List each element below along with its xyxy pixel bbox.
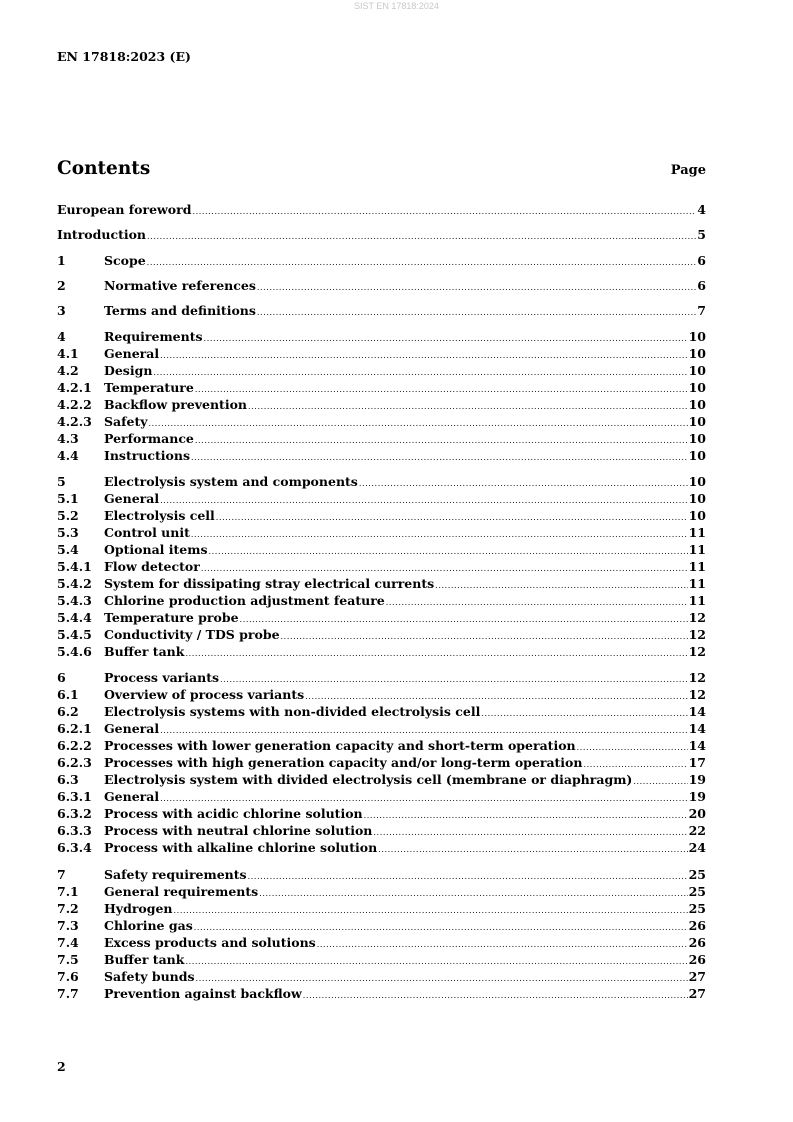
toc-entry-page: 5 <box>697 227 706 242</box>
toc-entry[interactable] <box>57 541 706 558</box>
toc-entry-title: Processes with high generation capacity and/or long-term operation <box>104 755 583 770</box>
toc-entry[interactable] <box>57 643 706 660</box>
toc-entry-page: 14 <box>688 704 706 719</box>
toc-entry[interactable] <box>57 669 706 686</box>
toc-entry-page: 26 <box>688 952 706 967</box>
toc-entry[interactable] <box>57 302 706 319</box>
toc-entry-title: Overview of process variants <box>104 687 305 702</box>
toc-entry-page: 14 <box>688 721 706 736</box>
toc-entry-page: 11 <box>688 576 706 591</box>
toc-entry-page: 4 <box>697 202 706 217</box>
toc-entry-page: 26 <box>688 935 706 950</box>
toc-entry-number: 3 <box>57 303 66 318</box>
toc-entry-page: 10 <box>688 363 706 378</box>
toc-entry-page: 26 <box>688 918 706 933</box>
toc-entry[interactable] <box>57 507 706 524</box>
toc-entry[interactable] <box>57 822 706 839</box>
toc-entry-number: 5.2 <box>57 508 79 523</box>
toc-entry-title: Electrolysis system and components <box>104 474 358 489</box>
toc-entry[interactable] <box>57 737 706 754</box>
toc-entry-title: Control unit <box>104 525 190 540</box>
toc-entry-number: 6.3.4 <box>57 840 92 855</box>
toc-entry-title: General <box>104 789 160 804</box>
toc-entry[interactable] <box>57 413 706 430</box>
toc-entry[interactable] <box>57 473 706 490</box>
toc-entry-page: 11 <box>688 559 706 574</box>
toc-entry-title: Process variants <box>104 670 220 685</box>
toc-entry-number: 4.2.1 <box>57 380 92 395</box>
toc-entry-number: 6.3.1 <box>57 789 92 804</box>
toc-entry[interactable] <box>57 558 706 575</box>
dot-leader <box>147 228 696 245</box>
toc-entry-page: 10 <box>688 397 706 412</box>
toc-entry-page: 12 <box>688 627 706 642</box>
page-column-label: Page <box>670 163 706 178</box>
toc-entry-number: 5 <box>57 474 66 489</box>
toc-entry-title: Flow detector <box>104 559 200 574</box>
toc-entry-page: 10 <box>688 380 706 395</box>
toc-entry[interactable] <box>57 883 706 900</box>
toc-entry-title: Requirements <box>104 329 203 344</box>
dot-leader <box>257 279 696 296</box>
toc-entry-number: 6 <box>57 670 66 685</box>
toc-entry-number: 4 <box>57 329 66 344</box>
toc-entry[interactable] <box>57 866 706 883</box>
toc-entry[interactable] <box>57 771 706 788</box>
toc-entry-number: 5.3 <box>57 525 79 540</box>
dot-leader <box>192 203 696 220</box>
toc-entry-page: 25 <box>688 867 706 882</box>
toc-entry-title: Conductivity / TDS probe <box>104 627 280 642</box>
toc-entry-title: Temperature probe <box>104 610 239 625</box>
toc-entry-page: 12 <box>688 670 706 685</box>
toc-entry-number: 6.2 <box>57 704 79 719</box>
dot-leader <box>378 841 687 858</box>
toc-entry-number: 4.2.2 <box>57 397 92 412</box>
toc-entry-page: 10 <box>688 414 706 429</box>
toc-entry[interactable] <box>57 362 706 379</box>
toc-entry[interactable] <box>57 226 706 243</box>
toc-entry-page: 10 <box>688 508 706 523</box>
toc-entry-page: 10 <box>688 329 706 344</box>
toc-entry-page: 25 <box>688 884 706 899</box>
toc-entry-number: 5.1 <box>57 491 79 506</box>
toc-entry-number: 4.3 <box>57 431 79 446</box>
toc-entry-number: 4.2.3 <box>57 414 92 429</box>
toc-entry-number: 5.4.5 <box>57 627 92 642</box>
toc-entry-number: 4.4 <box>57 448 79 463</box>
contents-title: Contents <box>57 158 151 179</box>
dot-leader <box>303 987 688 1004</box>
toc-entry-title: General <box>104 491 160 506</box>
toc-entry[interactable] <box>57 609 706 626</box>
toc-entry-page: 10 <box>688 448 706 463</box>
toc-entry-title: Optional items <box>104 542 208 557</box>
toc-entry-title: Terms and definitions <box>104 303 256 318</box>
toc-entry-number: 7 <box>57 867 66 882</box>
document-id: EN 17818:2023 (E) <box>57 49 191 64</box>
toc-entry[interactable] <box>57 900 706 917</box>
toc-entry-page: 7 <box>697 303 706 318</box>
dot-leader <box>257 304 696 321</box>
toc-entry-title: Processes with lower generation capacity and short-term operation <box>104 738 576 753</box>
toc-entry[interactable] <box>57 839 706 856</box>
toc-entry-title: Hydrogen <box>104 901 173 916</box>
dot-leader <box>147 254 697 271</box>
toc-entry-page: 20 <box>688 806 706 821</box>
toc-entry-title: Performance <box>104 431 194 446</box>
toc-entry[interactable] <box>57 447 706 464</box>
toc-entry-number: 6.3 <box>57 772 79 787</box>
toc-entry[interactable] <box>57 592 706 609</box>
toc-entry-number: 7.7 <box>57 986 79 1001</box>
toc-entry-number: 6.3.2 <box>57 806 92 821</box>
toc-entry-title: Safety requirements <box>104 867 247 882</box>
toc-entry-title: Backflow prevention <box>104 397 248 412</box>
toc-entry-page: 17 <box>688 755 706 770</box>
toc-entry[interactable] <box>57 345 706 362</box>
toc-entry-page: 10 <box>688 431 706 446</box>
toc-entry-title: General <box>104 346 160 361</box>
toc-entry[interactable] <box>57 490 706 507</box>
toc-entry-title: Design <box>104 363 153 378</box>
toc-entry-number: 6.1 <box>57 687 79 702</box>
toc-entry-number: 5.4.1 <box>57 559 92 574</box>
toc-entry-page: 6 <box>697 278 706 293</box>
toc-entry[interactable] <box>57 252 706 269</box>
toc-entry[interactable] <box>57 379 706 396</box>
toc-entry-title: System for dissipating stray electrical currents <box>104 576 435 591</box>
toc-entry-title: Instructions <box>104 448 191 463</box>
toc-entry-title: European foreword <box>57 202 192 217</box>
toc-entry[interactable] <box>57 805 706 822</box>
toc-entry-number: 5.4.3 <box>57 593 92 608</box>
toc-entry-title: Safety bunds <box>104 969 195 984</box>
toc-entry[interactable] <box>57 968 706 985</box>
toc-entry-number: 7.3 <box>57 918 79 933</box>
toc-entry-page: 11 <box>688 542 706 557</box>
toc-entry[interactable] <box>57 686 706 703</box>
toc-entry-title: Introduction <box>57 227 147 242</box>
toc-entry[interactable] <box>57 951 706 968</box>
toc-entry-page: 11 <box>688 593 706 608</box>
dot-leader <box>185 645 687 662</box>
toc-entry[interactable] <box>57 917 706 934</box>
toc-entry-title: Electrolysis cell <box>104 508 215 523</box>
toc-entry-page: 14 <box>688 738 706 753</box>
toc-entry[interactable] <box>57 720 706 737</box>
toc-entry[interactable] <box>57 277 706 294</box>
toc-entry-page: 12 <box>688 644 706 659</box>
toc-entry-page: 12 <box>688 610 706 625</box>
toc-entry-number: 1 <box>57 253 66 268</box>
toc-entry-number: 5.4.6 <box>57 644 92 659</box>
toc-entry-title: Prevention against backflow <box>104 986 302 1001</box>
toc-entry-title: Process with alkaline chlorine solution <box>104 840 378 855</box>
toc-entry-title: Electrolysis system with divided electrolysis cell (membrane or diaphragm) <box>104 772 633 787</box>
toc-entry-number: 5.4 <box>57 542 79 557</box>
toc-entry-page: 10 <box>688 474 706 489</box>
toc-entry[interactable] <box>57 430 706 447</box>
toc-entry[interactable] <box>57 201 706 218</box>
toc-entry-number: 6.2.3 <box>57 755 92 770</box>
toc-entry-number: 5.4.2 <box>57 576 92 591</box>
toc-entry-page: 19 <box>688 789 706 804</box>
watermark: SIST EN 17818:2024 <box>354 1 439 11</box>
toc-entry-number: 7.5 <box>57 952 79 967</box>
toc-entry-number: 6.2.1 <box>57 721 92 736</box>
toc-entry-number: 4.1 <box>57 346 79 361</box>
toc-entry-number: 7.2 <box>57 901 79 916</box>
toc-entry[interactable] <box>57 396 706 413</box>
toc-entry-title: Temperature <box>104 380 194 395</box>
toc-entry-title: Buffer tank <box>104 644 185 659</box>
toc-entry-number: 7.4 <box>57 935 79 950</box>
toc-entry-number: 6.3.3 <box>57 823 92 838</box>
toc-entry[interactable] <box>57 328 706 345</box>
toc-entry-title: Chlorine gas <box>104 918 193 933</box>
toc-entry-page: 27 <box>688 969 706 984</box>
toc-entry-page: 22 <box>688 823 706 838</box>
toc-entry-number: 5.4.4 <box>57 610 92 625</box>
toc-entry-title: Process with acidic chlorine solution <box>104 806 363 821</box>
toc-entry-title: Chlorine production adjustment feature <box>104 593 385 608</box>
toc-entry-page: 25 <box>688 901 706 916</box>
toc-entry[interactable] <box>57 703 706 720</box>
toc-entry-page: 6 <box>697 253 706 268</box>
toc-entry-title: Excess products and solutions <box>104 935 316 950</box>
toc-entry-page: 10 <box>688 491 706 506</box>
toc-entry-title: Buffer tank <box>104 952 185 967</box>
toc-entry-number: 2 <box>57 278 66 293</box>
toc-entry-number: 7.1 <box>57 884 79 899</box>
toc-entry-page: 12 <box>688 687 706 702</box>
toc-entry[interactable] <box>57 985 706 1002</box>
toc-entry[interactable] <box>57 754 706 771</box>
toc-entry[interactable] <box>57 934 706 951</box>
dot-leader <box>191 449 688 466</box>
toc-entry-title: Process with neutral chlorine solution <box>104 823 373 838</box>
toc-entry-page: 27 <box>688 986 706 1001</box>
toc-entry-number: 4.2 <box>57 363 79 378</box>
toc-entry[interactable] <box>57 575 706 592</box>
toc-entry[interactable] <box>57 626 706 643</box>
toc-entry-page: 10 <box>688 346 706 361</box>
toc-entry-title: Electrolysis systems with non-divided electrolysis cell <box>104 704 481 719</box>
toc-entry-page: 19 <box>688 772 706 787</box>
toc-entry-page: 11 <box>688 525 706 540</box>
footer-page-number: 2 <box>57 1059 66 1074</box>
toc-entry-page: 24 <box>688 840 706 855</box>
toc-entry[interactable] <box>57 788 706 805</box>
toc-entry-title: Safety <box>104 414 148 429</box>
toc-entry-title: General requirements <box>104 884 259 899</box>
toc-entry-title: Scope <box>104 253 146 268</box>
toc-entry-number: 6.2.2 <box>57 738 92 753</box>
toc-entry[interactable] <box>57 524 706 541</box>
toc-entry-title: Normative references <box>104 278 256 293</box>
toc-entry-number: 7.6 <box>57 969 79 984</box>
toc-entry-title: General <box>104 721 160 736</box>
